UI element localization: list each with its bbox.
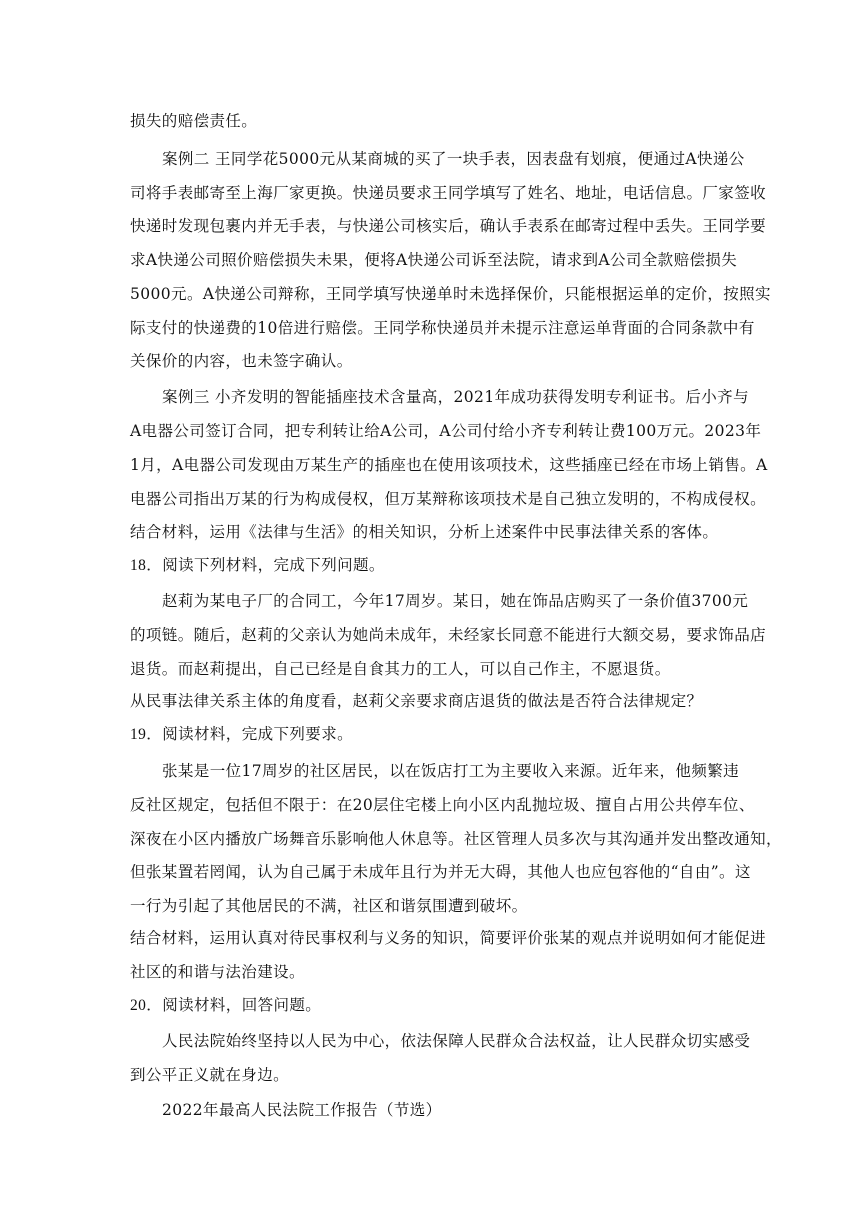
question-17-prompt: 结合材料，运用《法律与生活》的相关知识，分析上述案件中民事法律关系的客体。 (130, 523, 719, 541)
question-18-prompt: 从民事法律关系主体的角度看，赵莉父亲要求商店退货的做法是否符合法律规定？ (130, 692, 703, 710)
q19-material-line-4: 但张某置若罔闻，认为自己属于未成年且行为并无大碍，其他人也应包容他的“自由”。这 (130, 863, 751, 881)
question-19-prompt-line-1: 结合材料，运用认真对待民事权利与义务的知识，简要评价张某的观点并说明如何才能促进 (130, 929, 767, 947)
q19-material-line-3: 深夜在小区内播放广场舞音乐影响他人休息等。社区管理人员多次与其沟通并发出整改通知， (130, 830, 782, 848)
report-title: 2022年最高人民法院工作报告（节选） (162, 1101, 442, 1119)
text-line-loss-liability: 损失的赔偿责任。 (130, 112, 258, 130)
q18-material-line-1: 赵莉为某电子厂的合同工，今年17周岁。某日，她在饰品店购买了一条价值3700元 (162, 592, 749, 610)
question-19-heading: 19．阅读材料，完成下列要求。 (130, 726, 354, 743)
q18-material-line-3: 退货。而赵莉提出，自己已经是自食其力的工人，可以自己作主，不愿退货。 (130, 660, 671, 678)
case-two-line-7: 关保价的内容，也未签字确认。 (130, 352, 353, 370)
q18-material-line-2: 的项链。随后，赵莉的父亲认为她尚未成年，未经家长同意不能进行大额交易，要求饰品店 (130, 626, 767, 644)
case-two-line-6: 际支付的快递费的10倍进行赔偿。王同学称快递员并未提示注意运单背面的合同条款中有 (130, 319, 755, 337)
case-two-line-2: 司将手表邮寄至上海厂家更换。快递员要求王同学填写了姓名、地址，电话信息。厂家签收 (130, 184, 767, 202)
question-20-heading: 20．阅读材料，回答问题。 (130, 997, 322, 1014)
case-three-line-2: A电器公司签订合同，把专利转让给A公司，A公司付给小齐专利转让费100万元。2023年 (130, 422, 762, 440)
case-two-line-4: 求A快递公司照价赔偿损失未果，便将A快递公司诉至法院，请求到A公司全款赔偿损失 (130, 251, 738, 269)
q20-material-line-1: 人民法院始终坚持以人民为中心，依法保障人民群众合法权益，让人民群众切实感受 (162, 1032, 751, 1050)
case-two-line-5: 5000元。A快递公司辩称，王同学填写快递单时未选择保价，只能根据运单的定价，按照实 (130, 285, 771, 303)
q19-material-line-1: 张某是一位17周岁的社区居民，以在饭店打工为主要收入来源。近年来，他频繁违 (162, 762, 740, 780)
q19-material-line-2: 反社区规定，包括但不限于：在20层住宅楼上向小区内乱抛垃圾、擅自占用公共停车位、 (130, 796, 755, 814)
question-18-heading: 18．阅读下列材料，完成下列问题。 (130, 557, 385, 574)
question-19-prompt-line-2: 社区的和谐与法治建设。 (130, 963, 305, 981)
case-three-line-4: 电器公司指出万某的行为构成侵权，但万某辩称该项技术是自己独立发明的，不构成侵权。 (130, 490, 767, 508)
case-three-line-1: 案例三 小齐发明的智能插座技术含量高，2021年成功获得发明专利证书。后小齐与 (162, 388, 749, 406)
q20-material-line-2: 到公平正义就在身边。 (130, 1066, 290, 1084)
case-three-line-3: 1月，A电器公司发现由万某生产的插座也在使用该项技术，这些插座已经在市场上销售。A (130, 456, 768, 474)
case-two-line-1: 案例二 王同学花5000元从某商城的买了一块手表，因表盘有划痕，便通过A快递公 (162, 150, 745, 168)
case-two-line-3: 快递时发现包裹内并无手表，与快递公司核实后，确认手表系在邮寄过程中丢失。王同学要 (130, 217, 767, 235)
q19-material-line-5: 一行为引起了其他居民的不满，社区和谐氛围遭到破坏。 (130, 897, 528, 915)
